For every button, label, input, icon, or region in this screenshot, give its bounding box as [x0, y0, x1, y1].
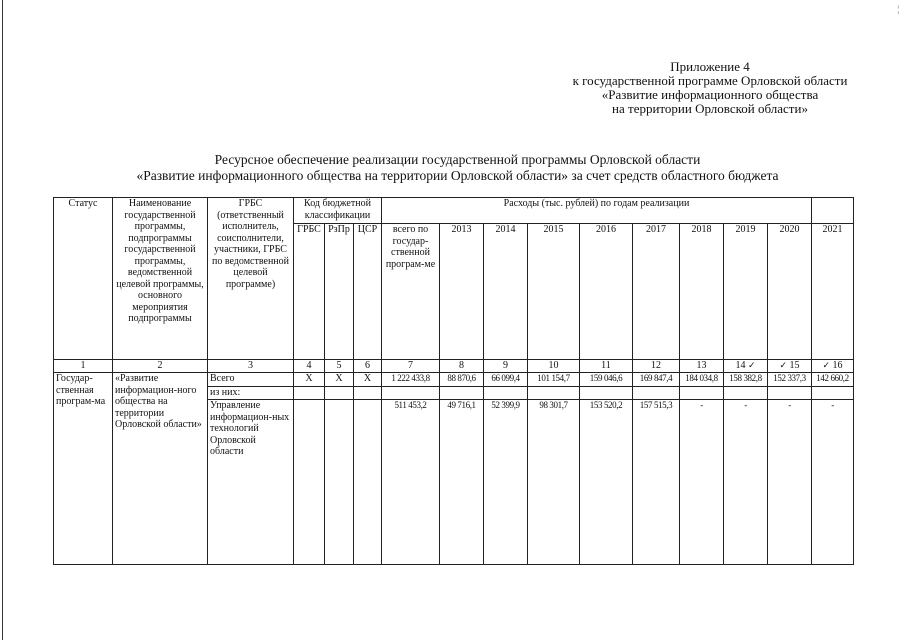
year-value: 184 034,8: [680, 373, 724, 387]
header-code-csr: ЦСР: [354, 224, 382, 360]
status-cell: Государ-ственная програм-ма: [54, 373, 113, 565]
check-mark-icon: ✓: [779, 360, 788, 370]
check-mark-icon: ✓: [822, 360, 831, 370]
year-value: -: [812, 400, 854, 565]
grbs-total-label: Всего: [208, 373, 294, 387]
appendix-line-1: Приложение 4: [670, 59, 750, 74]
code-csr-value: Х: [354, 373, 382, 387]
column-number: 2: [113, 360, 208, 373]
year-value: 88 870,6: [440, 373, 484, 387]
column-number: 9: [484, 360, 528, 373]
column-number: 8: [440, 360, 484, 373]
appendix-line-4: на территории Орловской области»: [612, 101, 808, 116]
column-number-with-tick: [724, 360, 768, 373]
year-value: 98 301,7: [528, 400, 580, 565]
year-value: 52 399,9: [484, 400, 528, 565]
header-year-2014: 2014: [484, 224, 528, 360]
header-total: всего по государ-ственной програм-ме: [382, 224, 440, 360]
column-number: 5: [325, 360, 354, 373]
header-year-2019: 2019: [724, 224, 768, 360]
header-year-2020: 2020: [768, 224, 812, 360]
year-value: 153 520,2: [580, 400, 633, 565]
header-blank-cell: [812, 198, 854, 224]
year-value: 158 382,8: [724, 373, 768, 387]
column-number: 7: [382, 360, 440, 373]
resource-table: [53, 197, 854, 565]
column-number: 12: [633, 360, 680, 373]
year-value: 66 099,4: [484, 373, 528, 387]
header-grbs: ГРБС (ответственный исполнитель, соисполнители, участники, ГРБС по ведомственной целевой программе): [208, 198, 294, 360]
header-year-2013: 2013: [440, 224, 484, 360]
column-number: 14: [735, 360, 746, 371]
column-number-with-tick: [812, 360, 854, 373]
program-name-cell: «Развитие информацион-ного общества на территории Орловской области»: [113, 373, 208, 565]
header-year-2021: 2021: [812, 224, 854, 360]
appendix-line-3: «Развитие информационного общества: [601, 87, 819, 102]
header-name: Наименование государственной программы, подпрограммы государственной программы, ведомственной целевой программы, основного мероприятия подпрограммы: [113, 198, 208, 360]
appendix-header: [520, 60, 900, 116]
year-value: 157 515,3: [633, 400, 680, 565]
column-number-row: [54, 360, 854, 373]
total-value: 511 453,2: [382, 400, 440, 565]
header-expenses: Расходы (тыс. рублей) по годам реализации: [382, 198, 812, 224]
agency-label: Управление информацион-ных технологий Орловской области: [208, 400, 294, 565]
left-margin-line: [2, 0, 3, 640]
appendix-line-2: к государственной программе Орловской области: [572, 73, 848, 88]
column-number: 6: [354, 360, 382, 373]
year-value: 152 337,3: [768, 373, 812, 387]
year-value: 142 660,2: [812, 373, 854, 387]
column-number: 1: [54, 360, 113, 373]
column-number: 4: [294, 360, 325, 373]
column-number-with-tick: [768, 360, 812, 373]
title-line-2: «Развитие информационного общества на территории Орловской области» за счет средств областного бюджета: [136, 168, 779, 183]
header-code-grbs: ГРБС: [294, 224, 325, 360]
column-number: 10: [528, 360, 580, 373]
total-value: 1 222 433,8: [382, 373, 440, 387]
year-value: -: [768, 400, 812, 565]
column-number: 13: [680, 360, 724, 373]
check-mark-icon: ✓: [747, 360, 756, 370]
column-number: 3: [208, 360, 294, 373]
column-number: 11: [580, 360, 633, 373]
header-year-2016: 2016: [580, 224, 633, 360]
header-budget-code: Код бюджетной классификации: [294, 198, 382, 224]
of-which-label: из них:: [208, 387, 294, 400]
year-value: 169 847,4: [633, 373, 680, 387]
table-row: [54, 373, 854, 387]
code-rzpr-value: Х: [325, 373, 354, 387]
code-grbs-value: Х: [294, 373, 325, 387]
year-value: -: [724, 400, 768, 565]
year-value: -: [680, 400, 724, 565]
header-status: Статус: [54, 198, 113, 360]
document-title: [40, 152, 875, 184]
header-year-2015: 2015: [528, 224, 580, 360]
year-value: 49 716,1: [440, 400, 484, 565]
title-line-1: Ресурсное обеспечение реализации государственной программы Орловской области: [214, 152, 701, 167]
column-number: 15: [789, 360, 800, 371]
column-number: 16: [832, 360, 843, 371]
year-value: 101 154,7: [528, 373, 580, 387]
year-value: 159 046,6: [580, 373, 633, 387]
header-year-2018: 2018: [680, 224, 724, 360]
header-year-2017: 2017: [633, 224, 680, 360]
header-code-rzpr: РзПр: [325, 224, 354, 360]
corner-mark: ¦: [897, 4, 899, 14]
